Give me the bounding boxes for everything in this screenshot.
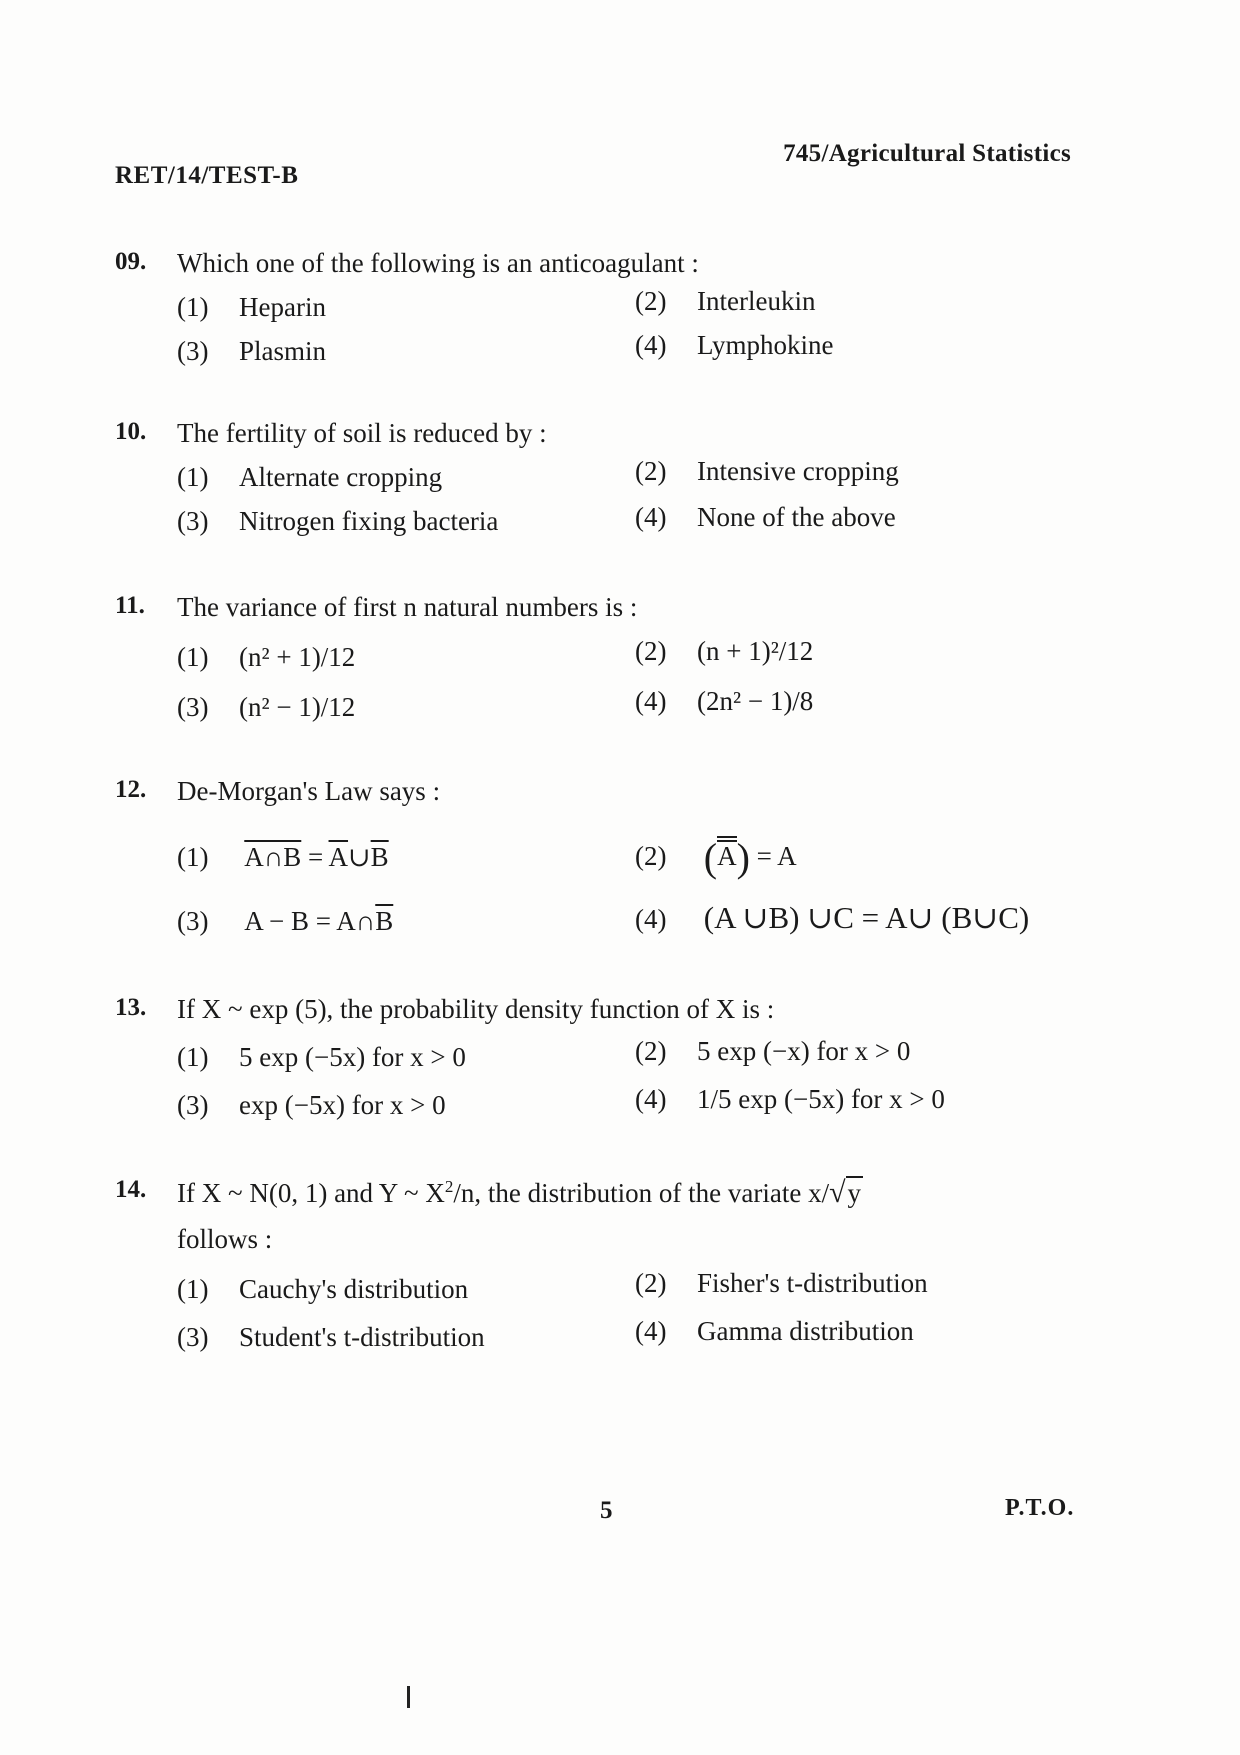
- option-text: Lymphokine: [697, 330, 834, 360]
- pto-label: P.T.O.: [1005, 1495, 1075, 1521]
- subject-title: 745/Agricultural Statistics: [783, 140, 1071, 167]
- option-4: [635, 1084, 945, 1115]
- option-number: (1): [177, 642, 209, 672]
- option-text: Student's t-distribution: [239, 1322, 485, 1352]
- option-text: exp (−5x) for x > 0: [239, 1090, 446, 1120]
- option-number: (4): [635, 686, 667, 716]
- option-text: 5 exp (−5x) for x > 0: [239, 1042, 466, 1072]
- question-number: 11.: [115, 592, 145, 619]
- test-code: RET/14/TEST-B: [115, 162, 299, 189]
- option-1: [177, 1274, 468, 1305]
- option-4: [635, 686, 813, 717]
- option-text: Nitrogen fixing bacteria: [239, 506, 499, 536]
- scan-mark: [407, 1686, 410, 1708]
- question-number: 10.: [115, 418, 147, 445]
- question-text-continued: follows :: [177, 1224, 273, 1254]
- option-number: (2): [635, 1036, 667, 1066]
- option-4: [635, 900, 1029, 936]
- option-number: (3): [177, 336, 209, 366]
- option-number: (1): [177, 842, 209, 872]
- question-number: 14.: [115, 1176, 147, 1203]
- option-text: Gamma distribution: [697, 1316, 914, 1346]
- option-text: Alternate cropping: [239, 462, 443, 492]
- option-3: [177, 906, 393, 937]
- option-text: Cauchy's distribution: [239, 1274, 469, 1304]
- option-2: [635, 456, 899, 487]
- page-header: [115, 140, 1071, 190]
- option-1: [177, 842, 389, 873]
- set-formula: $A - B = A\cap\overline{B}$: [244, 906, 394, 936]
- option-number: (4): [635, 502, 667, 532]
- option-text: Intensive cropping: [697, 456, 899, 486]
- page-number: 5: [600, 1497, 613, 1524]
- option-number: (3): [177, 692, 209, 722]
- question-text: De-Morgan's Law says :: [177, 776, 441, 806]
- option-2: [635, 286, 815, 317]
- square-root-symbol: √y: [829, 1176, 862, 1209]
- option-number: (1): [177, 292, 209, 322]
- option-2: [635, 1036, 910, 1067]
- question-text: If X ~ N(0, 1) and Y ~ $X^2/n$, the distribution of the variate x/√y: [177, 1176, 862, 1209]
- option-4: [635, 330, 834, 361]
- option-text: (2n² − 1)/8: [697, 686, 814, 716]
- option-3: [177, 1322, 485, 1353]
- question-text: Which one of the following is an anticoagulant :: [177, 248, 699, 278]
- question-text: If X ~ exp (5), the probability density function of X is :: [177, 994, 775, 1024]
- option-3: [177, 1090, 446, 1121]
- option-text: (A ∪B) ∪C = A∪ (B∪C): [703, 900, 1030, 935]
- option-2: [635, 1268, 928, 1299]
- option-3: [177, 336, 326, 367]
- option-number: (1): [177, 462, 209, 492]
- question-number: 09.: [115, 248, 147, 275]
- option-number: (4): [635, 1316, 667, 1346]
- option-text: Fisher's t-distribution: [697, 1268, 928, 1298]
- set-formula: (A) = A: [703, 835, 797, 880]
- option-number: (3): [177, 506, 209, 536]
- option-text: None of the above: [697, 502, 896, 532]
- option-number: (3): [177, 1322, 209, 1352]
- option-text: Heparin: [239, 292, 326, 322]
- question-number: 13.: [115, 994, 147, 1021]
- option-1: [177, 1042, 466, 1073]
- option-text: (n² + 1)/12: [239, 642, 356, 672]
- option-number: (4): [635, 904, 667, 934]
- option-2: [635, 836, 797, 878]
- question-number: 12.: [115, 776, 147, 803]
- option-text: Interleukin: [697, 286, 816, 316]
- option-4: [635, 502, 896, 533]
- option-number: (1): [177, 1274, 209, 1304]
- option-1: [177, 642, 355, 673]
- option-number: (4): [635, 1084, 667, 1114]
- option-text: (n² − 1)/12: [239, 692, 356, 722]
- option-text: 1/5 exp (−5x) for x > 0: [697, 1084, 945, 1114]
- option-number: (2): [635, 456, 667, 486]
- option-number: (2): [635, 636, 667, 666]
- option-3: [177, 506, 498, 537]
- option-number: (4): [635, 330, 667, 360]
- option-1: [177, 462, 442, 493]
- option-4: [635, 1316, 914, 1347]
- option-text: 5 exp (−x) for x > 0: [697, 1036, 911, 1066]
- option-text: (n + 1)²/12: [697, 636, 814, 666]
- set-formula: A∩B = $\overline{A}\cup\overline{B}$: [244, 842, 389, 872]
- option-number: (2): [635, 1268, 667, 1298]
- option-number: (2): [635, 841, 667, 871]
- question-text: The fertility of soil is reduced by :: [177, 418, 547, 448]
- option-text: Plasmin: [239, 336, 327, 366]
- option-1: [177, 292, 326, 323]
- option-2: [635, 636, 813, 667]
- question-text: The variance of first n natural numbers is :: [177, 592, 638, 622]
- option-number: (3): [177, 906, 209, 936]
- option-number: (3): [177, 1090, 209, 1120]
- option-3: [177, 692, 355, 723]
- option-number: (2): [635, 286, 667, 316]
- option-number: (1): [177, 1042, 209, 1072]
